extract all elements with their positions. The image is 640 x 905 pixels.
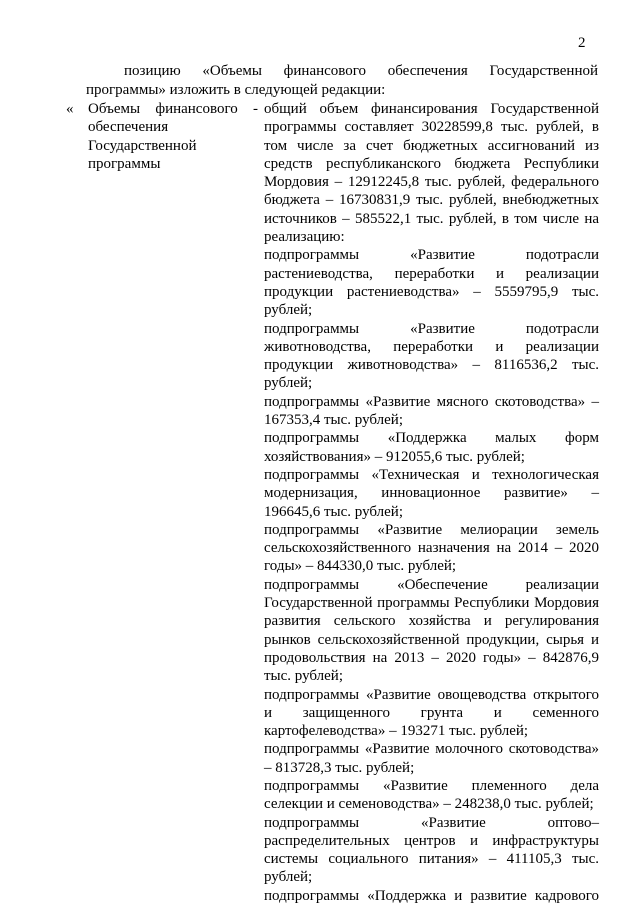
intro-paragraph: позицию «Объемы финансового обеспечения Государственной программы» изложить в следующей редакции: xyxy=(86,63,598,98)
subprogram-paragraph: подпрограммы «Поддержка малых форм хозяйствования» – 912055,6 тыс. рублей; xyxy=(264,430,599,465)
total-financing-paragraph: общий объем финансирования Государственной программы составляет 30228599,8 тыс. рублей, в том числе за счет бюджетных ассигнований из средств республиканского бюджета Республики Мордовия – 12912245,8 тыс. рублей, федерального бюджета – 16730831,9 тыс. рублей, внебюджетных источников – 585522,1 тыс. рублей, в том числе на реализацию: xyxy=(264,101,599,246)
subprogram-paragraph: подпрограммы «Развитие оптово– распределительных центров и инфраструктуры системы социального питания» – 411105,3 тыс. рублей; xyxy=(264,814,599,886)
page-number: 2 xyxy=(578,35,586,51)
row-label: Объемы финансового - обеспечения Государственной программы xyxy=(88,101,258,172)
subprogram-paragraph: подпрограммы «Развитие подотрасли животноводства, переработки и реализации продукции животноводства» – 8116536,2 тыс. рублей; xyxy=(264,320,599,392)
subprogram-paragraph: подпрограммы «Развитие мелиорации земель сельскохозяйственного назначения на 2014 – 2020 годы» – 844330,0 тыс. рублей; xyxy=(264,521,599,575)
subprogram-paragraph: подпрограммы «Обеспечение реализации Государственной программы Республики Мордовия развития сельского хозяйства и регулирования рынков сельскохозяйственной продукции, сырья и продовольствия на 2013 – 2020 годы» – 842876,9 тыс. рублей; xyxy=(264,576,599,685)
subprogram-paragraph: подпрограммы «Развитие племенного дела селекции и семеноводства» – 248238,0 тыс. рублей; xyxy=(264,777,599,813)
subprogram-paragraph: подпрограммы «Развитие молочного скотоводства» – 813728,3 тыс. рублей; xyxy=(264,741,599,776)
subprogram-paragraph: подпрограммы «Поддержка и развитие кадрового xyxy=(264,887,599,904)
subprogram-paragraph: подпрограммы «Развитие подотрасли растениеводства, переработки и реализации продукции растениеводства» – 5559795,9 тыс. рублей; xyxy=(264,247,599,319)
subprogram-paragraph: подпрограммы «Техническая и технологическая модернизация, инновационное развитие» – 196645,6 тыс. рублей; xyxy=(264,466,599,520)
subprogram-paragraph: подпрограммы «Развитие мясного скотоводства» – 167353,4 тыс. рублей; xyxy=(264,393,599,429)
subprogram-paragraph: подпрограммы «Развитие овощеводства открытого и защищенного грунта и семенного картофелеводства» – 193271 тыс. рублей; xyxy=(264,686,599,740)
opening-quote-mark: « xyxy=(66,101,74,117)
row-content-column xyxy=(264,100,599,905)
